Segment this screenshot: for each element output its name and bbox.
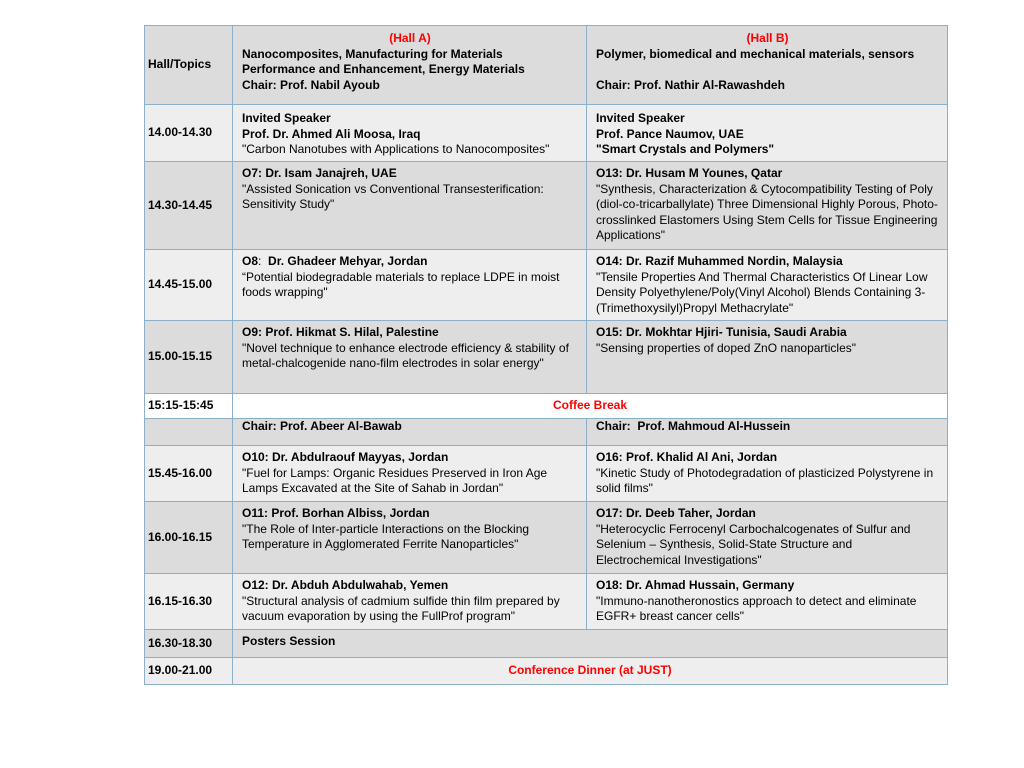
session-hall-b — [587, 321, 948, 394]
session-hall-b — [587, 574, 948, 630]
talk-title: "Structural analysis of cadmium sulfide thin film prepared by vacuum evaporation by using the FullProf program" — [242, 593, 560, 623]
dinner-time: 19.00-21.00 — [145, 658, 233, 685]
invited-label: Invited Speaker — [242, 111, 331, 125]
session-hall-b — [587, 162, 948, 250]
coffee-break-row — [145, 394, 948, 419]
header-row — [145, 26, 948, 105]
session-time: 15.00-15.15 — [145, 321, 233, 394]
session-time: 14.45-15.00 — [145, 250, 233, 321]
session-row — [145, 446, 948, 502]
session-row — [145, 502, 948, 574]
session-time: 14.00-14.30 — [145, 105, 233, 162]
talk-title: “Potential biodegradable materials to replace LDPE in moist foods wrapping" — [242, 269, 560, 299]
session-row — [145, 321, 948, 394]
hall-a-title: (Hall A) — [389, 31, 431, 45]
talk-title: "Smart Crystals and Polymers" — [596, 142, 775, 156]
session-hall-a — [233, 446, 587, 502]
speaker-name: O18: Dr. Ahmad Hussain, Germany — [596, 578, 795, 592]
hall-b-title: (Hall B) — [746, 31, 789, 45]
talk-title: "Novel technique to enhance electrode efficiency & stability of metal-chalcogenide nano-film electrodes in solar energy" — [242, 340, 569, 370]
speaker-name: O13: Dr. Husam M Younes, Qatar — [596, 166, 783, 180]
speaker-name: Prof. Pance Naumov, UAE — [596, 126, 744, 141]
session-row — [145, 105, 948, 162]
hall-b-topic: Polymer, biomedical and mechanical materials, sensors — [596, 46, 915, 61]
session-hall-a — [233, 321, 587, 394]
chairs-row-empty — [145, 419, 233, 446]
talk-title: "Immuno-nanotheronostics approach to detect and eliminate EGFR+ breast cancer cells" — [596, 593, 917, 623]
speaker-name: O9: Prof. Hikmat S. Hilal, Palestine — [242, 325, 439, 339]
speaker-name: O16: Prof. Khalid Al Ani, Jordan — [596, 450, 778, 464]
talk-id: O8 — [242, 254, 259, 268]
speaker-line — [242, 254, 578, 270]
program-table — [144, 25, 948, 685]
talk-id-sep: : — [258, 254, 269, 268]
posters-label: Posters Session — [242, 634, 336, 648]
talk-title: "Assisted Sonication vs Conventional Transesterification: Sensitivity Study" — [242, 181, 544, 211]
speaker-name: O14: Dr. Razif Muhammed Nordin, Malaysia — [596, 254, 843, 268]
hall-b-header — [587, 26, 948, 105]
talk-title: "Carbon Nanotubes with Applications to Nanocomposites" — [242, 142, 550, 156]
talk-title: "Heterocyclic Ferrocenyl Carbochalcogenates of Sulfur and Selenium – Synthesis, Solid-State Structure and Electrochemical Investigations" — [596, 521, 911, 567]
coffee-break-cell — [233, 394, 948, 419]
talk-title: "Tensile Properties And Thermal Characteristics Of Linear Low Density Polyethylene/Poly(Vinyl Alcohol) Blends Containing 3-(Trimethoxysilyl)Propyl Methacrylate" — [596, 269, 928, 315]
chair-hall-b-text: Chair: Prof. Mahmoud Al-Hussein — [596, 419, 791, 433]
session-row — [145, 574, 948, 630]
speaker-name: O12: Dr. Abduh Abdulwahab, Yemen — [242, 578, 449, 592]
session-hall-b — [587, 446, 948, 502]
coffee-time: 15:15-15:45 — [145, 394, 233, 419]
session-hall-b — [587, 502, 948, 574]
hall-topics-text: Hall/Topics — [148, 57, 212, 72]
posters-cell — [233, 630, 948, 658]
talk-title: "Kinetic Study of Photodegradation of plasticized Polystyrene in solid films" — [596, 465, 934, 495]
chair-hall-a-text: Chair: Prof. Abeer Al-Bawab — [242, 419, 402, 433]
session-time: 16.15-16.30 — [145, 574, 233, 630]
talk-title: "The Role of Inter-particle Interactions on the Blocking Temperature in Agglomerated Ferrite Nanoparticles" — [242, 521, 530, 551]
chair-hall-b — [587, 419, 948, 446]
session-time: 14.30-14.45 — [145, 162, 233, 250]
chair-hall-a — [233, 419, 587, 446]
posters-row — [145, 630, 948, 658]
session-hall-b — [587, 105, 948, 162]
dinner-cell — [233, 658, 948, 685]
session-hall-a — [233, 574, 587, 630]
talk-title: "Fuel for Lamps: Organic Residues Preserved in Iron Age Lamps Excavated at the Site of Sahab in Jordan" — [242, 465, 548, 495]
speaker-name: O17: Dr. Deeb Taher, Jordan — [596, 506, 756, 520]
speaker-name: O11: Prof. Borhan Albiss, Jordan — [242, 506, 430, 520]
session-row — [145, 250, 948, 321]
hall-a-topic-line1: Nanocomposites, Manufacturing for Materials — [242, 46, 503, 61]
hall-a-chair: Chair: Prof. Nabil Ayoub — [242, 77, 380, 92]
session-hall-a — [233, 105, 587, 162]
talk-title: "Synthesis, Characterization & Cytocompatibility Testing of Poly (diol-co-tricarballylate) Three Dimensional Highly Porous, Photo-crosslinked Elastomers Using Stem Cells for Tissue Engineering Applications" — [596, 181, 938, 242]
hall-a-header — [233, 26, 587, 105]
speaker-name: O7: Dr. Isam Janajreh, UAE — [242, 166, 397, 180]
hall-a-topic-line2: Performance and Enhancement, Energy Materials — [242, 62, 525, 76]
hall-b-spacer — [596, 62, 939, 78]
talk-title: "Sensing properties of doped ZnO nanoparticles" — [596, 340, 857, 355]
dinner-row — [145, 658, 948, 685]
speaker-name: Prof. Dr. Ahmed Ali Moosa, Iraq — [242, 126, 421, 141]
speaker-name: O10: Dr. Abdulraouf Mayyas, Jordan — [242, 450, 449, 464]
speaker-name: O15: Dr. Mokhtar Hjiri- Tunisia, Saudi Arabia — [596, 325, 847, 339]
session-time: 15.45-16.00 — [145, 446, 233, 502]
invited-label: Invited Speaker — [596, 111, 685, 125]
hall-b-chair: Chair: Prof. Nathir Al-Rawashdeh — [596, 77, 785, 92]
session-time: 16.00-16.15 — [145, 502, 233, 574]
posters-time: 16.30-18.30 — [145, 630, 233, 658]
hall-topics-label — [145, 26, 233, 105]
session-hall-a — [233, 502, 587, 574]
session-hall-a — [233, 162, 587, 250]
dinner-label: Conference Dinner (at JUST) — [508, 663, 672, 678]
session-hall-b — [587, 250, 948, 321]
coffee-break-label: Coffee Break — [552, 398, 628, 413]
chairs-row — [145, 419, 948, 446]
speaker-name: Dr. Ghadeer Mehyar, Jordan — [268, 254, 428, 268]
session-hall-a — [233, 250, 587, 321]
session-row — [145, 162, 948, 250]
